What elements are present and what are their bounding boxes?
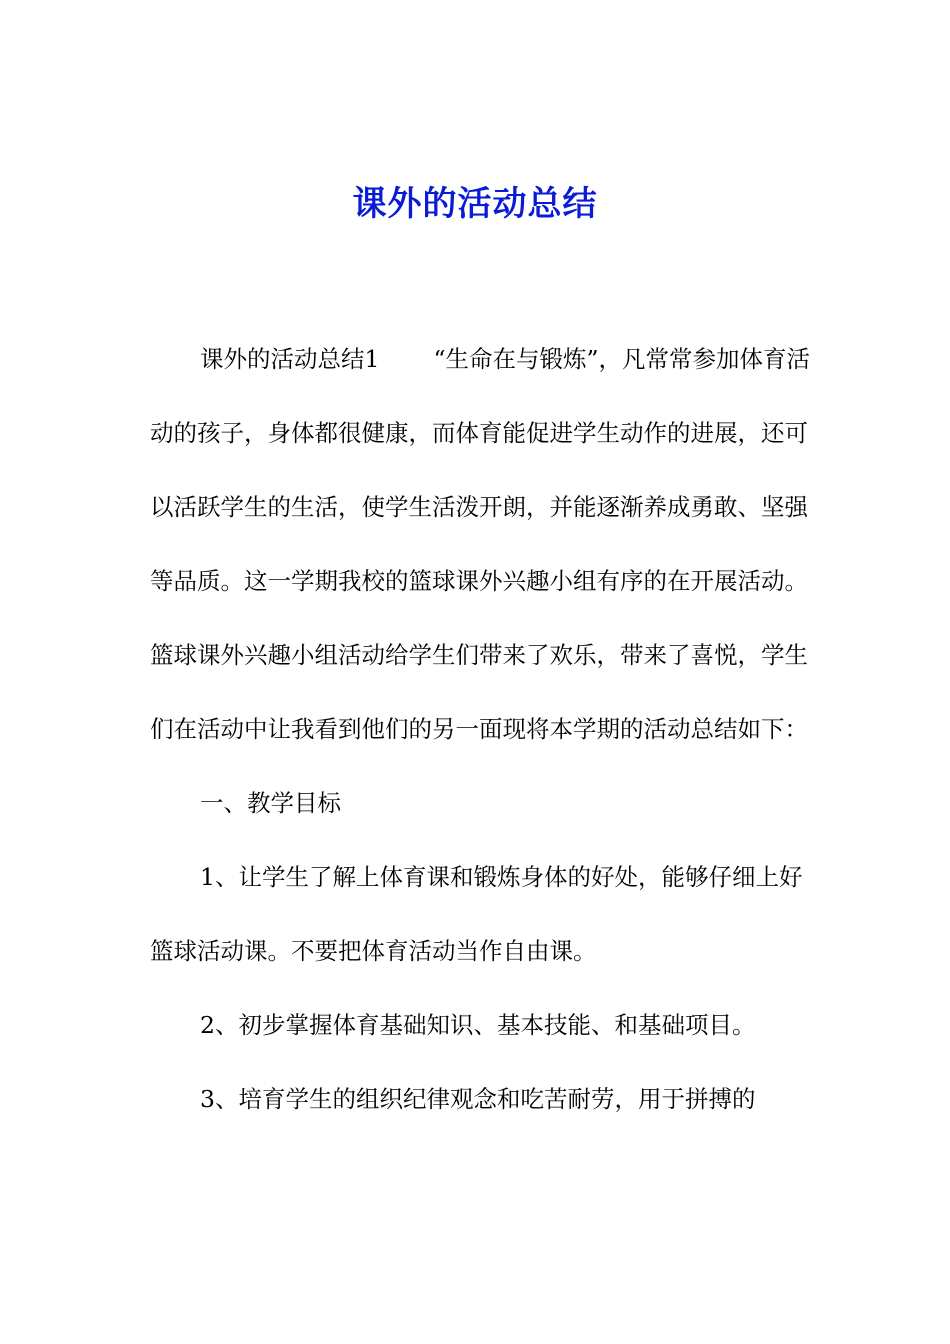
intro-paragraph — [150, 322, 815, 766]
list-item-3: 3、培育学生的组织纪律观念和吃苦耐劳，用于拼搏的 — [200, 1085, 756, 1113]
document-title: 课外的活动总结 — [352, 184, 598, 224]
intro-heading: 课外的活动总结1 — [200, 345, 380, 373]
list-item-1: 1、让学生了解上体育课和锻炼身体的好处，能够仔细上好篮球活动课。不要把体育活动当作自由课。 — [150, 863, 803, 965]
section-heading: 一、教学目标 — [200, 789, 341, 817]
intro-text: “生命在与锻炼”，凡常常参加体育活动的孩子，身体都很健康，而体育能促进学生动作的进展，还可以活跃学生的生活，使学生活泼开朗，并能逐渐养成勇敢、坚强等品质。这一学期我校的篮球课外兴趣小组有序的在开展活动。篮球课外兴趣小组活动给学生们带来了欢乐，带来了喜悦，学生们在活动中让我看到他们的另一面现将本学期的活动总结如下： — [150, 345, 810, 743]
document-body — [150, 322, 815, 1136]
list-item-2: 2、初步掌握体育基础知识、基本技能、和基础项目。 — [200, 1011, 756, 1039]
